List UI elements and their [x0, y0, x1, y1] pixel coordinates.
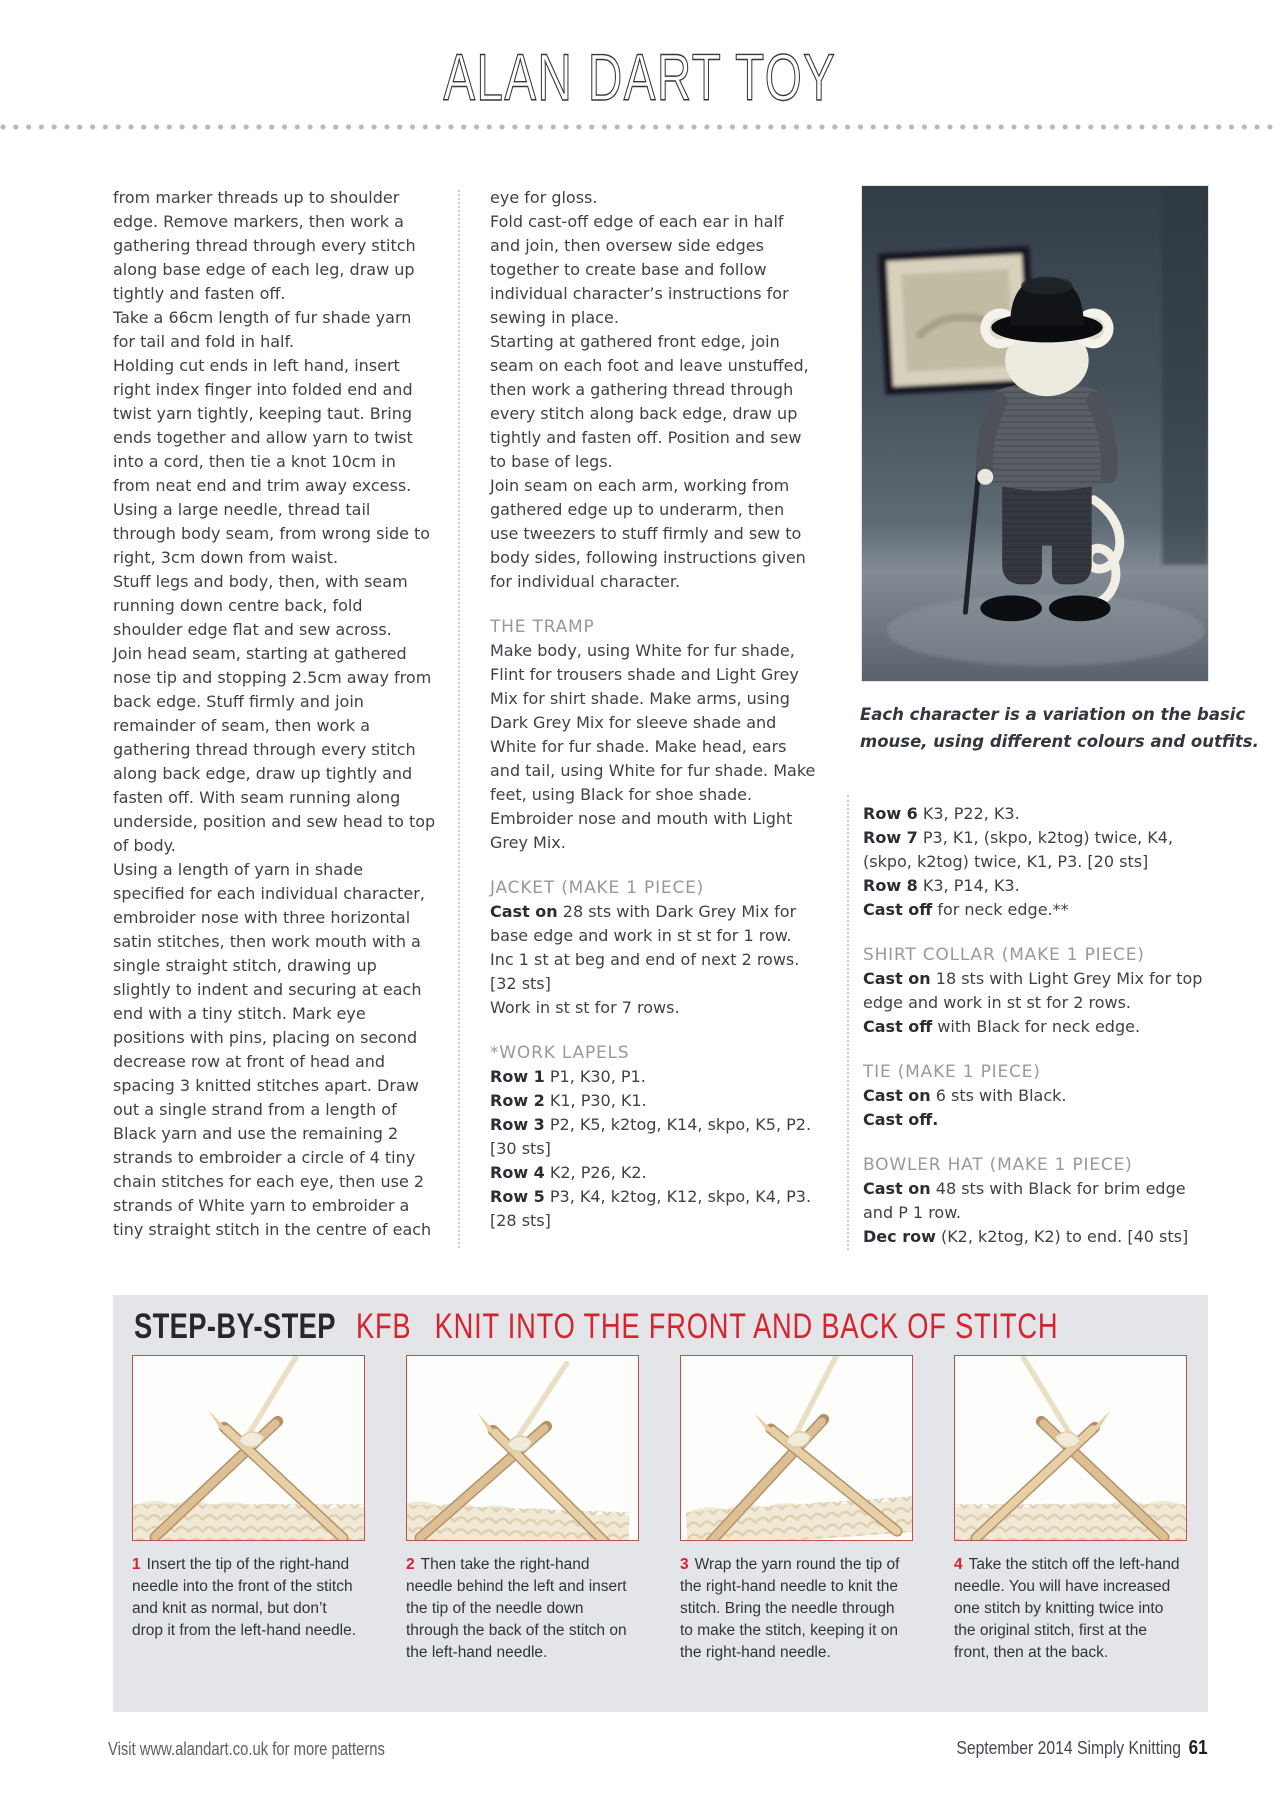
issue-text: September 2014 Simply Knitting	[956, 1737, 1182, 1758]
pattern-paragraph: Starting at gathered front edge, join seam on each foot and leave unstuffed, then work a gathering thread through every stitch along back edge, draw up tightly and fasten off. Position and sew to base of legs.	[490, 332, 809, 471]
pattern-paragraph: Row 2 K1, P30, K1.	[490, 1091, 647, 1110]
step-text: Wrap the yarn round the tip of the right-hand needle to knit the stitch. Bring the needle through to make the stitch, keeping it on the right-hand needle.	[680, 1556, 900, 1661]
step-text: Take the stitch off the left-hand needle. You will have increased one stitch by knitting twice into the original stitch, first at the front, then at the back.	[954, 1556, 1180, 1661]
pattern-paragraph: Fold cast-off edge of each ear in half and join, then oversew side edges together to create base and follow individual character’s instructions for sewing in place.	[490, 212, 789, 327]
pattern-paragraph: Join head seam, starting at gathered nose tip and stopping 2.5cm away from back edge. Stuff firmly and join remainder of seam, then work a gathering thread through every stitch along back edge, draw up tightly and fasten off. With seam running along underside, position and sew head to top of body.	[113, 644, 436, 855]
pattern-paragraph: Using a large needle, thread tail through body seam, from wrong side to right, 3cm down from waist.	[113, 500, 431, 567]
step-caption	[406, 1554, 634, 1664]
panel-heading-abbr: KFB	[355, 1307, 412, 1346]
pattern-paragraph: Cast off.	[863, 1110, 939, 1129]
caption-line: mouse, using different colours and outfits.	[860, 732, 1259, 751]
section-heading: TIE (MAKE 1 PIECE)	[863, 1062, 1041, 1082]
panel-kicker: STEP-BY-STEP	[134, 1307, 336, 1346]
footer-url: Visit www.alandart.co.uk for more patterns	[108, 1738, 385, 1759]
pattern-paragraph: Stuff legs and body, then, with seam running down centre back, fold shoulder edge flat and sew across.	[113, 572, 408, 639]
section-heading: SHIRT COLLAR (MAKE 1 PIECE)	[863, 945, 1145, 965]
masthead	[0, 40, 1280, 114]
pattern-paragraph: Using a length of yarn in shade specified for each individual character, embroider nose with three horizontal satin stitches, then work mouth with a single straight stitch, drawing up slightly to indent and securing at each end with a tiny stitch. Mark eye positions with pins, placing on second decrease row at front of head and spacing 3 knitted stitches apart. Draw out a single strand from a length of Black yarn and use the remaining 2 strands to embroider a circle of 4 tiny chain stitches for each eye, then use 2 strands of White yarn to embroider a tiny straight stitch in the centre of each	[113, 860, 432, 1239]
page-title: ALAN DART TOY	[443, 40, 837, 114]
pattern-paragraph: Row 6 K3, P22, K3.	[863, 804, 1020, 823]
caption-line: Each character is a variation on the basic	[860, 705, 1246, 724]
pattern-paragraph: Row 1 P1, K30, P1.	[490, 1067, 646, 1086]
section-heading: *WORK LAPELS	[490, 1043, 630, 1063]
pattern-paragraph: Cast off with Black for neck edge.	[863, 1017, 1141, 1036]
dotted-divider	[0, 123, 1280, 131]
photo-caption	[860, 701, 1259, 755]
pattern-paragraph: Inc 1 st at beg and end of next 2 rows. [32 sts]	[490, 950, 800, 993]
pattern-column-3	[863, 802, 1208, 1249]
footer-issue	[957, 1737, 1208, 1760]
step-number: 4	[954, 1556, 963, 1573]
section-heading: JACKET (MAKE 1 PIECE)	[490, 878, 705, 898]
panel-heading	[134, 1306, 1058, 1348]
step-1	[132, 1355, 368, 1642]
step-number: 3	[680, 1556, 689, 1573]
page-number: 61	[1189, 1737, 1208, 1759]
step-2	[406, 1355, 642, 1664]
pattern-paragraph: Cast off for neck edge.**	[863, 900, 1069, 919]
pattern-column-1	[113, 186, 437, 1242]
step-text: Then take the right-hand needle behind the left and insert the tip of the needle down through the back of the stitch on the left-hand needle.	[406, 1556, 627, 1661]
mouse-character-photo	[861, 185, 1209, 682]
pattern-paragraph: Row 3 P2, K5, k2tog, K14, skpo, K5, P2. [30 sts]	[490, 1115, 812, 1158]
pattern-paragraph: Row 8 K3, P14, K3.	[863, 876, 1020, 895]
pattern-paragraph: Cast on 6 sts with Black.	[863, 1086, 1067, 1105]
pattern-paragraph: Cast on 28 sts with Dark Grey Mix for base edge and work in st st for 1 row.	[490, 902, 797, 945]
pattern-paragraph: Take a 66cm length of fur shade yarn for tail and fold in half.	[113, 308, 412, 351]
step-3	[680, 1355, 916, 1664]
step-number: 1	[132, 1556, 141, 1573]
pattern-paragraph: Holding cut ends in left hand, insert right index finger into folded end and twist yarn tightly, keeping taut. Bring ends together and allow yarn to twist into a cord, then tie a knot 10cm in from neat end and trim away excess.	[113, 356, 413, 495]
pattern-paragraph: Join seam on each arm, working from gathered edge up to underarm, then use tweezers to stuff firmly and sew to body sides, following instructions given for individual character.	[490, 476, 806, 591]
left-shoe	[980, 595, 1042, 621]
column-divider	[847, 795, 849, 1250]
step-number: 2	[406, 1556, 415, 1573]
step-photo-knitting-needles	[954, 1355, 1187, 1541]
right-shoe	[1049, 595, 1111, 621]
step-by-step-panel	[113, 1295, 1208, 1712]
step-text: Insert the tip of the right-hand needle into the front of the stitch and knit as normal, but don’t drop it from the left-hand needle.	[132, 1556, 357, 1639]
panel-heading-text: KNIT INTO THE FRONT AND BACK OF STITCH	[434, 1307, 1059, 1346]
column-divider	[458, 190, 460, 1248]
pattern-paragraph: Dec row (K2, k2tog, K2) to end. [40 sts]	[863, 1227, 1189, 1246]
step-4	[954, 1355, 1190, 1664]
step-caption	[132, 1554, 360, 1642]
pattern-paragraph: Cast on 18 sts with Light Grey Mix for top edge and work in st st for 2 rows.	[863, 969, 1203, 1012]
pattern-paragraph: Row 5 P3, K4, k2tog, K12, skpo, K4, P3. [28 sts]	[490, 1187, 812, 1230]
step-photo-knitting-needles	[406, 1355, 639, 1541]
step-caption	[954, 1554, 1182, 1664]
section-heading: BOWLER HAT (MAKE 1 PIECE)	[863, 1155, 1133, 1175]
step-photo-knitting-needles	[680, 1355, 913, 1541]
pattern-paragraph: Work in st st for 7 rows.	[490, 998, 680, 1017]
pattern-paragraph: from marker threads up to shoulder edge. Remove markers, then work a gathering thread through every stitch along base edge of each leg, draw up tightly and fasten off.	[113, 188, 416, 303]
section-heading: THE TRAMP	[490, 617, 595, 637]
step-photo-knitting-needles	[132, 1355, 365, 1541]
pattern-paragraph: Row 7 P3, K1, (skpo, k2tog) twice, K4, (skpo, k2tog) twice, K1, P3. [20 sts]	[863, 828, 1174, 871]
step-caption	[680, 1554, 908, 1664]
pattern-paragraph: eye for gloss.	[490, 188, 598, 207]
pattern-column-2	[490, 186, 816, 1233]
pattern-paragraph: Cast on 48 sts with Black for brim edge and P 1 row.	[863, 1179, 1186, 1222]
knitted-mouse-illustration	[862, 186, 1208, 681]
pattern-paragraph: Make body, using White for fur shade, Flint for trousers shade and Light Grey Mix for shirt shade. Make arms, using Dark Grey Mix for sleeve shade and White for fur shade. Make head, ears and tail, using White for fur shade. Make feet, using Black for shoe shade. Embroider nose and mouth with Light Grey Mix.	[490, 641, 816, 852]
pattern-paragraph: Row 4 K2, P26, K2.	[490, 1163, 647, 1182]
